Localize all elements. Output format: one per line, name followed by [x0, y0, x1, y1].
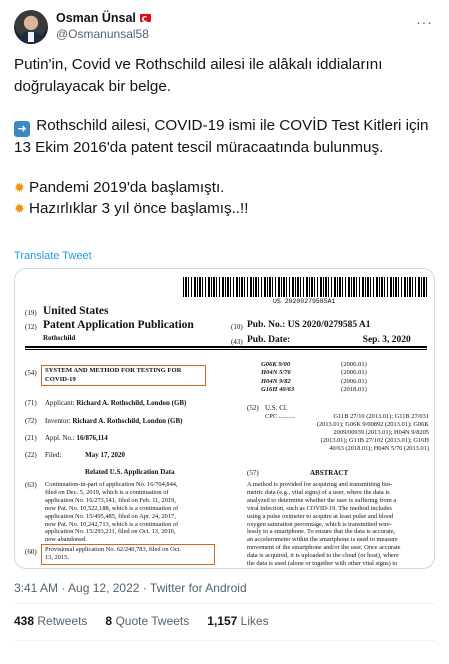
appl-no-row — [45, 434, 108, 442]
avatar[interactable] — [14, 10, 48, 44]
field-number: (63) — [25, 481, 37, 489]
avatar-shirt — [28, 32, 34, 42]
appl-no-label: Appl. No.: — [45, 434, 75, 442]
tweet-paragraph-4 — [14, 198, 439, 220]
field-number: (71) — [25, 399, 37, 407]
quotes-label: Quote Tweets — [115, 614, 190, 628]
display-name[interactable]: Osman Ünsal — [56, 11, 136, 25]
abstract-line: metric data (e.g., vital signs) of a user, where the data is — [247, 488, 390, 496]
divider — [14, 603, 435, 604]
likes-count: 1,157 — [207, 614, 238, 628]
likes-label: Likes — [240, 614, 269, 628]
classification-row — [261, 378, 421, 386]
pub-no-value: US 2020/0279585 A1 — [287, 320, 371, 330]
field-number: (54) — [25, 369, 37, 377]
tweet-text — [14, 54, 439, 220]
field-number: (57) — [247, 469, 259, 477]
field-number: (43) — [231, 338, 243, 346]
us-cl-label: U.S. Cl. — [265, 404, 288, 412]
applicant-row — [45, 399, 186, 407]
collision-emoji-icon: ✹ — [14, 179, 25, 195]
appl-no-value: 16/876,114 — [76, 434, 108, 442]
classification-row — [261, 369, 421, 377]
inventor-value: Richard A. Rothschild, London (GB) — [72, 417, 183, 425]
barcode-number: US 20200279585A1 — [273, 298, 336, 305]
abstract-line: an accelerometer within the smartphone is used to measure — [247, 536, 398, 544]
abstract-line: the data is used (alone or together with other vital signs) to — [247, 560, 398, 568]
field-number: (19) — [25, 309, 37, 317]
tweet-paragraph-1: Putin'in, Covid ve Rothschild ailesi ile alâkalı iddialarını doğrulayacak bir belge. — [14, 56, 383, 95]
related-data-title: Related U.S. Application Data — [85, 468, 175, 476]
abstract-line: analyzed to determine whether the user is suffering from a — [247, 496, 397, 504]
right-arrow-emoji-icon: ➜ — [14, 121, 30, 137]
likes-stat[interactable] — [207, 614, 268, 628]
classification-list — [261, 361, 421, 395]
classification-date: (2018.01) — [341, 386, 367, 394]
classification-row — [261, 386, 421, 394]
abstract-line: A method is provided for acquiring and transmitting bio- — [247, 481, 393, 488]
field-number: (10) — [231, 323, 243, 331]
classification-row — [261, 361, 421, 369]
tweet-paragraph-2 — [14, 115, 439, 159]
abstract-line: oxygen saturation percentage, which is transmitted wire- — [247, 520, 392, 528]
pub-date-value: Sep. 3, 2020 — [362, 335, 411, 345]
abstract-title: ABSTRACT — [310, 469, 349, 477]
tweet-header — [14, 10, 439, 46]
continuation-line: now Pat. No. 10,242,713, which is a continuation of — [45, 520, 179, 528]
quotes-count: 8 — [105, 614, 113, 628]
quote-tweets-stat[interactable] — [105, 614, 189, 628]
tweet-paragraph-3-text: Pandemi 2019'da başlamıştı. — [29, 178, 225, 196]
inventor-label: Inventor: — [45, 417, 71, 425]
abstract-line: data is acquired, it is uploaded to the cloud (or host), where — [247, 552, 399, 560]
field-number: (12) — [25, 323, 37, 331]
tweet-time[interactable]: 3:41 AM — [14, 581, 59, 595]
cpc-codes — [283, 413, 429, 453]
applicant-value: Richard A. Rothschild, London (GB) — [76, 399, 187, 407]
filed-value: May 17, 2020 — [85, 451, 125, 459]
filed-label: Filed: — [45, 451, 62, 459]
field-number: (22) — [25, 451, 37, 459]
tweet-paragraph-4-text: Hazırlıklar 3 yıl önce başlamış..!! — [29, 200, 249, 217]
inventor-short: Rothschild — [43, 334, 76, 342]
continuation-line: now abandoned. — [45, 536, 87, 544]
retweets-count: 438 — [14, 614, 35, 628]
patent-title-line-2: COVID-19 — [45, 376, 76, 383]
continuation-line: filed on Dec. 5, 2019, which is a continuation of — [45, 488, 169, 496]
continuation-line: application No. 15/293,211, filed on Oct. 13, 2016, — [45, 528, 176, 536]
pub-date — [247, 335, 411, 345]
patent-type: Patent Application Publication — [43, 319, 194, 331]
tweet-media-image[interactable] — [14, 268, 435, 569]
cpc-line: 2009/00939 (2013.01); H04N 9/8205 — [333, 428, 429, 436]
filed-row — [45, 451, 125, 459]
applicant-label: Applicant: — [45, 399, 75, 407]
tweet-paragraph-3 — [14, 177, 439, 199]
cpc-line: (2013.01); G11B 27/102 (2013.01); G16H — [320, 436, 429, 444]
translate-tweet-link[interactable]: Translate Tweet — [14, 250, 92, 262]
continuation-line: application No. 15/495,485, filed on Apr. 24, 2017, — [45, 512, 176, 520]
more-options-icon[interactable]: ··· — [416, 14, 433, 30]
user-handle[interactable]: @Osmanunsal58 — [56, 27, 149, 41]
classification-code: H04N 9/82 — [261, 377, 291, 385]
turkey-flag-icon — [140, 14, 151, 22]
tweet-paragraph-2-text: Rothschild ailesi, COVID-19 ismi ile COVİD Test Kitleri için 13 Ekim 2016'da patent tescil müracaatında bulunmuş. — [14, 117, 429, 156]
abstract-line: using a pulse oximeter to acquire at least pulse and blood — [247, 512, 394, 520]
field-number: (52) — [247, 404, 259, 412]
separator: · — [61, 581, 66, 595]
classification-code: G06K 9/00 — [261, 361, 291, 368]
continuation-line: application No. 16/273,141, filed on Feb. 11, 2019, — [45, 496, 176, 504]
patent-country: United States — [43, 305, 109, 317]
cpc-line: G11B 27/10 (2013.01); G11B 27/031 — [333, 413, 429, 420]
abstract-line: movement of the smartphone and/or the user. Once accurate — [247, 544, 401, 552]
cpc-label: CPC .......... — [265, 413, 295, 420]
classification-date: (2006.01) — [341, 377, 367, 385]
divider — [25, 346, 427, 348]
pub-no-label: Pub. No.: — [247, 320, 286, 330]
continuation-text — [45, 481, 215, 544]
abstract-line: viral infection, such as COVID-19. The method includes — [247, 504, 392, 512]
barcode-image — [183, 277, 427, 297]
divider — [25, 349, 427, 350]
tweet-date[interactable]: Aug 12, 2022 — [68, 581, 140, 595]
field-number: (72) — [25, 417, 37, 425]
field-number: (60) — [25, 548, 37, 556]
continuation-line: now Pat. No. 10,522,188, which is a continuation of — [45, 504, 179, 512]
collision-emoji-icon: ✹ — [14, 201, 25, 216]
abstract-line: lessly to a smartphone. To ensure that the data is accurate, — [247, 528, 396, 536]
divider — [14, 640, 435, 641]
cpc-line: 40/63 (2018.01); H04N 5/76 (2013.01) — [329, 444, 429, 452]
classification-date: (2006.01) — [341, 369, 367, 377]
pub-date-label: Pub. Date: — [247, 335, 291, 345]
classification-date: (2006.01) — [341, 361, 367, 368]
inventor-row — [45, 417, 183, 425]
tweet-stats — [14, 614, 269, 628]
pub-no — [247, 320, 371, 330]
field-number: (21) — [25, 434, 37, 442]
provisional-line-1: Provisional application No. 62/240,783, filed on Oct. — [45, 546, 181, 553]
separator: · — [142, 581, 147, 595]
classification-code: G16H 40/63 — [261, 386, 295, 394]
tweet-source[interactable]: Twitter for Android — [149, 581, 247, 595]
patent-document — [15, 269, 435, 569]
abstract-text — [247, 481, 429, 568]
continuation-line: Continuation-in-part of application No. 16/704,844, — [45, 481, 178, 488]
patent-title-line-1: SYSTEM AND METHOD FOR TESTING FOR — [45, 367, 182, 374]
cpc-line: (2013.01); G06K 9/00892 (2013.01); G06K — [316, 420, 429, 428]
classification-code: H04N 5/76 — [261, 369, 291, 377]
name-row — [56, 11, 151, 25]
retweets-stat[interactable] — [14, 614, 87, 628]
retweets-label: Retweets — [37, 614, 88, 628]
tweet-meta — [14, 581, 247, 595]
provisional-line-2: 13, 2015. — [45, 554, 69, 561]
